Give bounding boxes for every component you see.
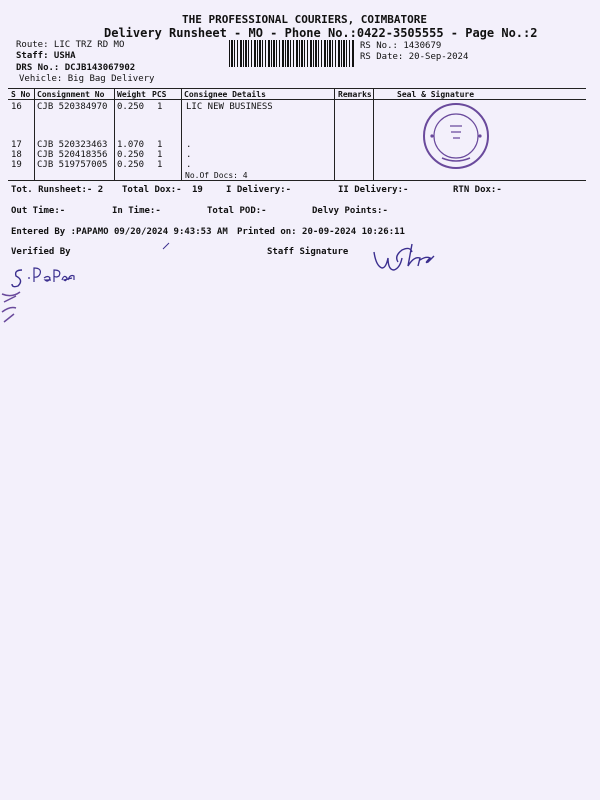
cell-consignment: CJB 520418356 — [37, 150, 108, 160]
cell-consignment: CJB 520384970 — [37, 102, 108, 112]
cell-weight: 0.250 — [117, 150, 145, 160]
cell-pcs: 1 — [157, 150, 163, 160]
tot-runsheet: Tot. Runsheet:- 2 — [11, 185, 104, 195]
company-title: THE PROFESSIONAL COURIERS, COIMBATORE — [182, 13, 428, 26]
total-pod: Total POD:- — [207, 206, 267, 216]
table-row — [0, 102, 600, 113]
rs-date: RS Date: 20-Sep-2024 — [360, 52, 469, 62]
cell-pcs: 1 — [157, 160, 163, 170]
staff-signature — [368, 240, 438, 274]
route-label: Route: LIC TRZ RD MO — [16, 40, 125, 50]
total-dox-value: 19 — [192, 185, 203, 195]
cell-details: . — [186, 160, 192, 170]
printed-on: Printed on: 20-09-2024 10:26:11 — [237, 227, 405, 237]
header-consignment: Consignment No — [37, 90, 105, 99]
cell-sno: 19 — [11, 160, 22, 170]
cell-sno: 17 — [11, 140, 22, 150]
header-sno: S No — [11, 90, 31, 99]
header-weight: Weight — [117, 90, 146, 99]
table-header-row — [0, 90, 600, 101]
rs-number: RS No.: 1430679 — [360, 41, 442, 51]
cell-sno: 18 — [11, 150, 22, 160]
verified-by-label: Verified By — [11, 247, 71, 257]
cell-sno: 16 — [11, 102, 22, 112]
header-seal-signature: Seal & Signature — [397, 90, 475, 99]
cell-consignment: CJB 519757005 — [37, 160, 108, 170]
header-remarks: Remarks — [338, 90, 372, 99]
table-top-border — [8, 88, 586, 89]
no-of-docs: No.Of Docs: 4 — [185, 171, 248, 180]
rtn-dox: RTN Dox:- — [453, 185, 502, 195]
staff-label: Staff: USHA — [16, 51, 76, 61]
cell-details: LIC NEW BUSINESS — [186, 102, 273, 112]
cell-pcs: 1 — [157, 102, 163, 112]
cell-details: . — [186, 140, 192, 150]
runsheet-subtitle: Delivery Runsheet - MO - Phone No.:0422-3505555 - Page No.:2 — [104, 26, 538, 40]
partial-stamp-mark — [0, 288, 24, 328]
i-delivery: I Delivery:- — [226, 185, 292, 195]
delvy-points: Delvy Points:- — [312, 206, 388, 216]
company-seal-stamp — [420, 100, 492, 172]
ink-mark — [160, 240, 172, 252]
barcode-image — [229, 40, 355, 67]
cell-pcs: 1 — [157, 140, 163, 150]
table-row — [0, 160, 600, 171]
total-dox-label: Total Dox:- — [122, 185, 182, 195]
ii-delivery: II Delivery:- — [338, 185, 409, 195]
in-time: In Time:- — [112, 206, 161, 216]
cell-weight: 1.070 — [117, 140, 145, 150]
out-time: Out Time:- — [11, 206, 66, 216]
drs-number: DRS No.: DCJB143067902 — [16, 63, 136, 73]
cell-weight: 0.250 — [117, 102, 145, 112]
header-pcs: PCS — [152, 90, 167, 99]
staff-signature-label: Staff Signature — [267, 247, 349, 257]
entered-by: Entered By :PAPAMO 09/20/2024 9:43:53 AM — [11, 227, 228, 237]
header-consignee: Consignee Details — [184, 90, 266, 99]
table-bottom-border — [8, 180, 586, 181]
cell-weight: 0.250 — [117, 160, 145, 170]
cell-details: . — [186, 150, 192, 160]
vehicle-label: Vehicle: Big Bag Delivery — [19, 74, 155, 84]
cell-consignment: CJB 520323463 — [37, 140, 108, 150]
